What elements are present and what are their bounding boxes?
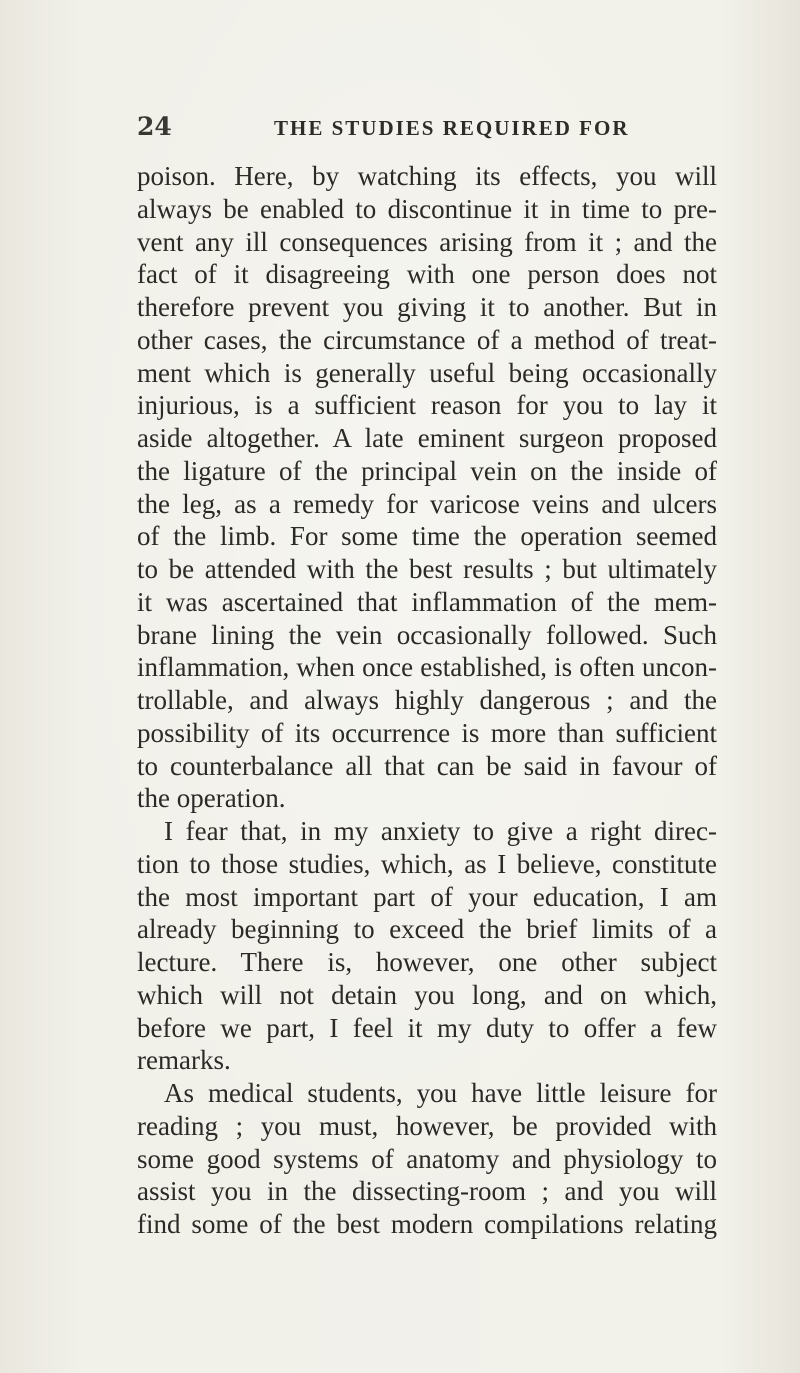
paragraph-end-line: remarks. xyxy=(137,1045,231,1076)
text-line: vent any ill consequences arising from it ; and the xyxy=(137,226,717,257)
text-line: inflammation, when once established, is often uncon- xyxy=(137,652,717,683)
text-line: already beginning to exceed the brief limits of a xyxy=(137,914,717,945)
paragraph-start-line: As medical students, you have little leisure for xyxy=(164,1078,717,1108)
text-line: to be attended with the best results ; but ultimately xyxy=(137,554,717,584)
text-line: the most important part of your education, I am xyxy=(137,881,717,912)
text-line: tion to those studies, which, as I believe, constitute xyxy=(137,848,717,879)
text-line: other cases, the circumstance of a method of treat- xyxy=(137,324,717,355)
text-line: the leg, as a remedy for varicose veins and ulcers xyxy=(137,488,717,519)
text-line: fact of it disagreeing with one person does not xyxy=(137,259,717,290)
text-line: assist you in the dissecting-room ; and you will xyxy=(137,1176,717,1207)
text-line: reading ; you must, however, be provided with xyxy=(137,1110,717,1141)
text-line: some good systems of anatomy and physiology to xyxy=(137,1143,717,1174)
text-line: which will not detain you long, and on which, xyxy=(137,979,717,1010)
paragraph-end-line: the operation. xyxy=(137,783,286,814)
text-line: before we part, I feel it my duty to offer a few xyxy=(137,1012,717,1043)
text-line: the ligature of the principal vein on the inside of xyxy=(137,455,717,486)
running-head xyxy=(137,112,697,142)
running-title: THE STUDIES REQUIRED FOR xyxy=(274,116,630,140)
text-line: injurious, is a sufficient reason for you to lay it xyxy=(137,390,717,421)
text-line: to counterbalance all that can be said in favour of xyxy=(137,750,717,781)
text-line: ment which is generally useful being occasionally xyxy=(137,357,717,388)
text-line: it was ascertained that inflammation of the mem- xyxy=(137,586,717,617)
text-line: aside altogether. A late eminent surgeon proposed xyxy=(137,423,717,453)
text-line: brane lining the vein occasionally followed. Such xyxy=(137,619,717,650)
paragraph-start-line: I fear that, in my anxiety to give a right direc- xyxy=(164,816,717,846)
text-line: always be enabled to discontinue it in time to pre- xyxy=(137,193,717,224)
page-number: 24 xyxy=(137,112,172,141)
body-text xyxy=(137,160,717,1241)
text-line: of the limb. For some time the operation seemed xyxy=(137,521,717,552)
text-line: trollable, and always highly dangerous ; and the xyxy=(137,685,717,715)
text-line: poison. Here, by watching its effects, you will xyxy=(137,161,717,191)
text-line: lecture. There is, however, one other subject xyxy=(137,947,717,977)
text-line: find some of the best modern compilations relating xyxy=(137,1209,717,1239)
text-line: possibility of its occurrence is more than sufficient xyxy=(137,717,717,748)
text-line: therefore prevent you giving it to another. But in xyxy=(137,292,717,322)
